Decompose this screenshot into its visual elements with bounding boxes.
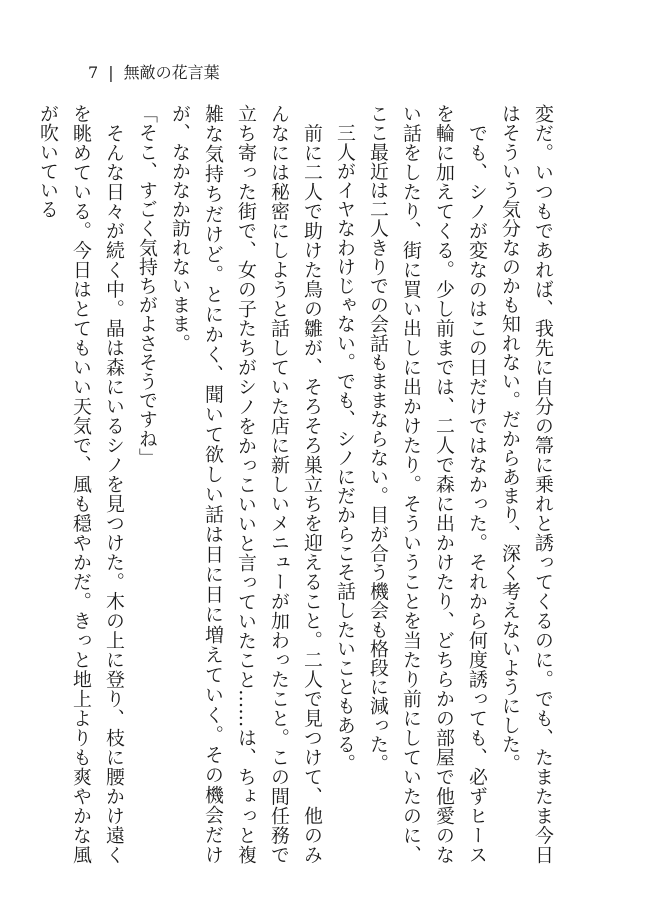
paragraph-6: そんな日々が続く中。晶は森にいるシノを見つけた。木の上に登り、枝に腰かけ遠くを眺めている。今日はとてもいい天気で、風も穏やかだ。きっと地上よりも爽やかな風が吹いている: [37, 104, 125, 864]
paragraph-2: でも、シノが変なのはこの日だけではなかった。それから何度誘っても、必ずヒースを輪に加えてくる。少し前までは、二人で森に出かけたり、どちらかの部屋で他愛のない話をしたり、街に買い出しに出かけたり。そういうことを当たり前にしていたのに、ここ最近は二人きりでの会話もままならない。目が合う機会も格段に減った。: [367, 104, 488, 864]
page-number: 7: [88, 63, 99, 82]
paragraph-1: 変だ。いつもであれば、我先に自分の箒に乗れと誘ってくるのに。でも、たまたま今日はそういう気分なのかも知れない。だからあまり、深く考えないようにした。: [499, 104, 554, 864]
body-text: [37, 104, 559, 864]
chapter-title: 無敵の花言葉: [123, 63, 220, 82]
paragraph-3: 三人がイヤなわけじゃない。でも、シノにだからこそ話したいこともある。: [334, 104, 356, 773]
running-header: [88, 63, 220, 83]
header-separator: |: [108, 63, 114, 82]
paragraph-4: 前に二人で助けた鳥の雛が、そろそろ巣立ちを迎えること。二人で見つけて、他のみんなには秘密にしようと話していた店に新しいメニューが加わったこと。この間任務で立ち寄った街で、女の子たちがシノをかっこいいと言っていたこと……は、ちょっと複雑な気持ちだけど。とにかく、聞いて欲しい話は日に日に増えていく。その機会だけが、なかなか訪れないまま。: [169, 104, 323, 864]
paragraph-5-dialogue: 「そこ、すごく気持ちがよさそうですね」: [136, 104, 158, 467]
